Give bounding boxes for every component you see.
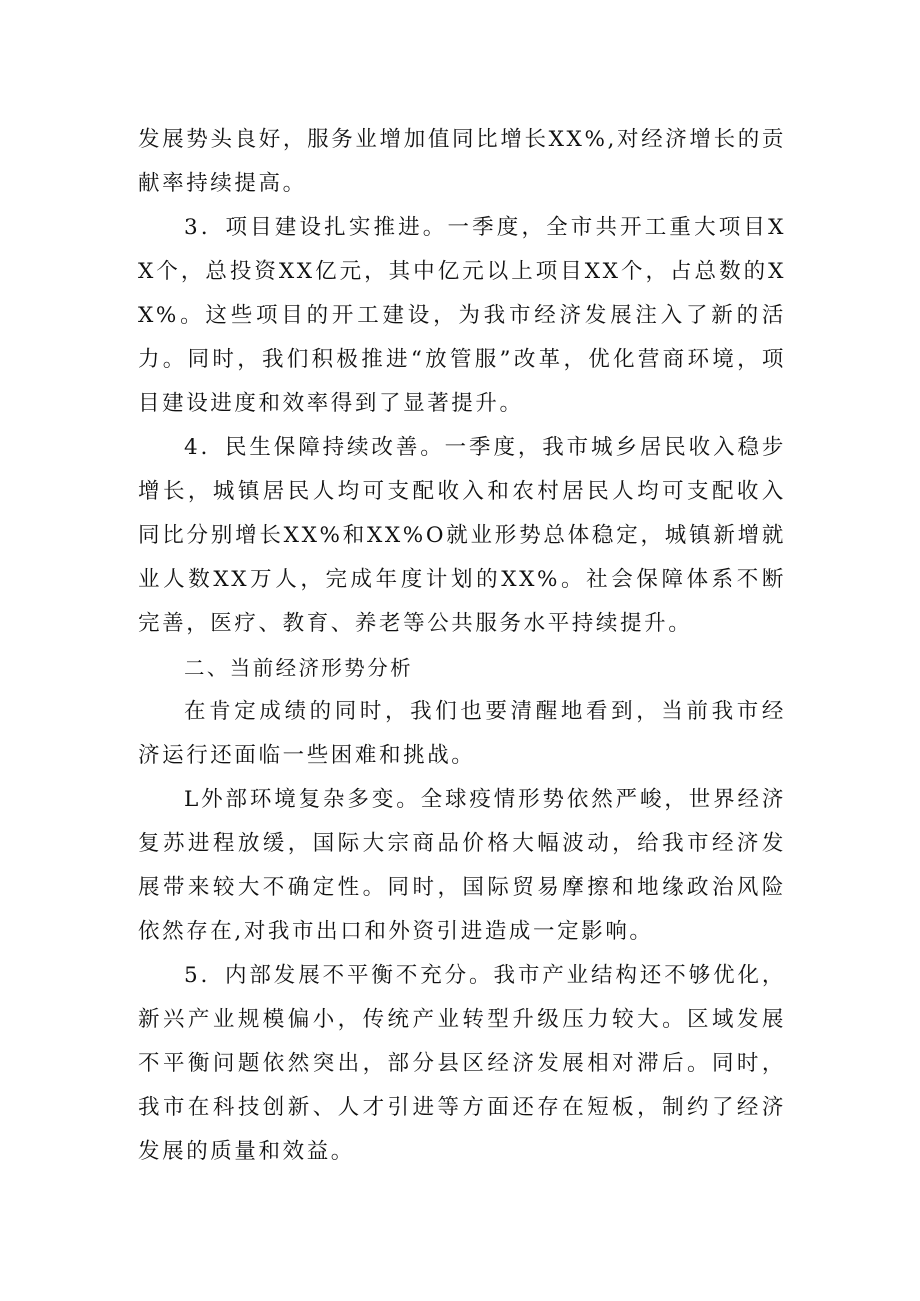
document-page <box>138 118 786 1174</box>
paragraph-continuation: 发展势头良好，服务业增加值同比增长XX%,对经济增长的贡献率持续提高。 <box>138 127 786 196</box>
paragraph-external-environment: L外部环境复杂多变。全球疫情形势依然严峻，世界经济复苏进程放缓，国际大宗商品价格大幅波动，给我市经济发展带来较大不确定性。同时，国际贸易摩擦和地缘政治风险依然存在,对我市出口和外资引进造成一定影响。 <box>138 787 786 944</box>
section-heading-economic-analysis: 二、当前经济形势分析 <box>184 656 413 680</box>
paragraph-internal-development: 5．内部发展不平衡不充分。我市产业结构还不够优化，新兴产业规模偏小，传统产业转型升级压力较大。区域发展不平衡问题依然突出，部分县区经济发展相对滞后。同时，我市在科技创新、人才引进等方面还存在短板，制约了经济发展的质量和效益。 <box>138 963 786 1164</box>
paragraph-livelihood: 4．民生保障持续改善。一季度，我市城乡居民收入稳步增长，城镇居民人均可支配收入和农村居民人均可支配收入同比分别增长XX%和XX%O就业形势总体稳定，城镇新增就业人数XX万人，完成年度计划的XX%。社会保障体系不断完善，医疗、教育、养老等公共服务水平持续提升。 <box>138 435 786 636</box>
paragraph-project-construction: 3．项目建设扎实推进。一季度，全市共开工重大项目XX个，总投资XX亿元，其中亿元以上项目XX个，占总数的XX%。这些项目的开工建设，为我市经济发展注入了新的活力。同时，我们积极推进“放管服”改革，优化营商环境，项目建设进度和效率得到了显著提升。 <box>138 215 786 416</box>
paragraph-intro-challenges: 在肯定成绩的同时，我们也要清醒地看到，当前我市经济运行还面临一些困难和挑战。 <box>138 699 786 768</box>
